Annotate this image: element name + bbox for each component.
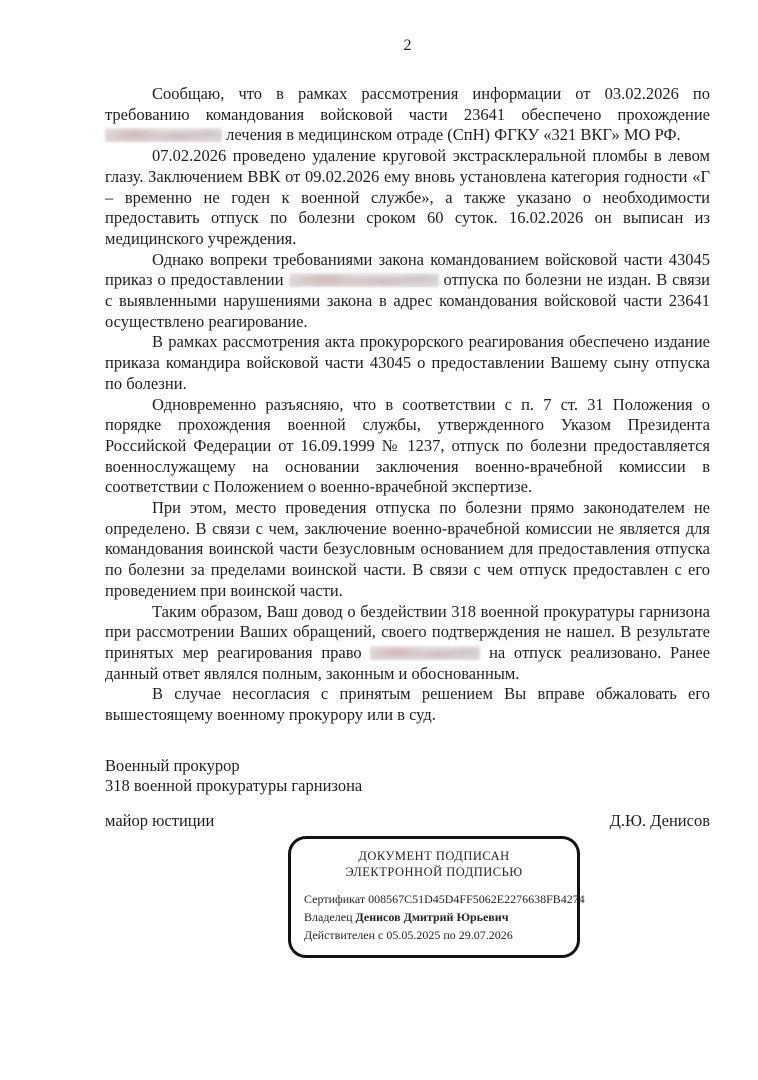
signer-name: Д.Ю. Денисов	[609, 810, 710, 830]
signer-rank-row	[105, 811, 710, 831]
paragraph: Одновременно разъясняю, что в соответствии с п. 7 ст. 31 Положения о порядке прохождения военной службы, утвержденного Указом Президента Российской Федерации от 16.09.1999 № 1237, отпуск по болезни предоставляется военнослужащему на основании заключения военно-врачебной комиссии в соответствии с Положением о военно-врачебной экспертизе.	[105, 394, 710, 497]
paragraph: В рамках рассмотрения акта прокурорского реагирования обеспечено издание приказа командира войсковой части 43045 о предоставлении Вашему сыну отпуска по болезни.	[105, 332, 710, 393]
signature-block	[105, 756, 710, 831]
stamp-title	[304, 848, 564, 881]
signer-title-line2: 318 военной прокуратуры гарнизона	[105, 775, 363, 795]
stamp-validity-line: Действителен с 05.05.2025 по 29.07.2026	[304, 927, 513, 942]
stamp-title-line1: ДОКУМЕНТ ПОДПИСАН	[358, 848, 510, 863]
redacted-text	[289, 273, 439, 287]
document-body	[105, 84, 710, 726]
stamp-owner-line	[304, 908, 564, 926]
redacted-text	[105, 128, 222, 142]
paragraph: Таким образом, Ваш довод о бездействии 318 военной прокуратуры гарнизона при рассмотрении Ваших обращений, своего подтверждения не нашел. В результате принятых мер реагирования право на отпуск реализовано. Ранее данный ответ являлся полным, законным и обоснованным.	[105, 601, 711, 683]
stamp-certificate-value: 008567C51D45D4FF5062E2276638FB4274	[368, 891, 585, 906]
paragraph: Сообщаю, что в рамках рассмотрения информации от 03.02.2026 по требованию командования войсковой части 23641 обеспечено прохождение лечения в медицинском отраде (СпН) ФГКУ «321 ВКГ» МО РФ.	[105, 84, 710, 145]
stamp-owner-value: Денисов Дмитрий Юрьевич	[355, 909, 509, 924]
stamp-certificate-label: Сертификат	[304, 891, 366, 906]
redacted-text	[370, 646, 480, 660]
page-number: 2	[403, 37, 412, 54]
signer-rank: майор юстиции	[105, 810, 215, 830]
paragraph: При этом, место проведения отпуска по болезни прямо законодателем не определено. В связи с чем, заключение военно-врачебной комиссии не является для командования воинской части безусловным основанием для предоставления отпуска по болезни за пределами воинской части. В связи с чем отпуск предоставлен с его проведением при воинской части.	[105, 498, 710, 600]
stamp-title-line2: ЭЛЕКТРОННОЙ ПОДПИСЬЮ	[345, 865, 523, 880]
electronic-signature-stamp	[288, 836, 585, 958]
paragraph: Однако вопреки требованиями закона командованием войсковой части 43045 приказ о предоставлении отпуска по болезни не издан. В связи с выявленными нарушениями закона в адрес командования войсковой части 23641 осуществлено реагирование.	[105, 249, 711, 331]
paragraph: В случае несогласия с принятым решением Вы вправе обжаловать его вышестоящему военному прокурору или в суд.	[105, 684, 710, 725]
stamp-certificate-line	[304, 890, 585, 908]
signer-title-line1: Военный прокурор	[105, 755, 240, 775]
paragraph: 07.02.2026 проведено удаление круговой экстрасклеральной пломбы в левом глазу. Заключением ВВК от 09.02.2026 ему вновь установлена категория годности «Г – временно не годен к военной службе», а также указано о необходимости предоставить отпуск по болезни сроком 60 суток. 16.02.2026 он выписан из медицинского учреждения.	[105, 146, 710, 248]
stamp-owner-label: Владелец	[304, 909, 353, 924]
